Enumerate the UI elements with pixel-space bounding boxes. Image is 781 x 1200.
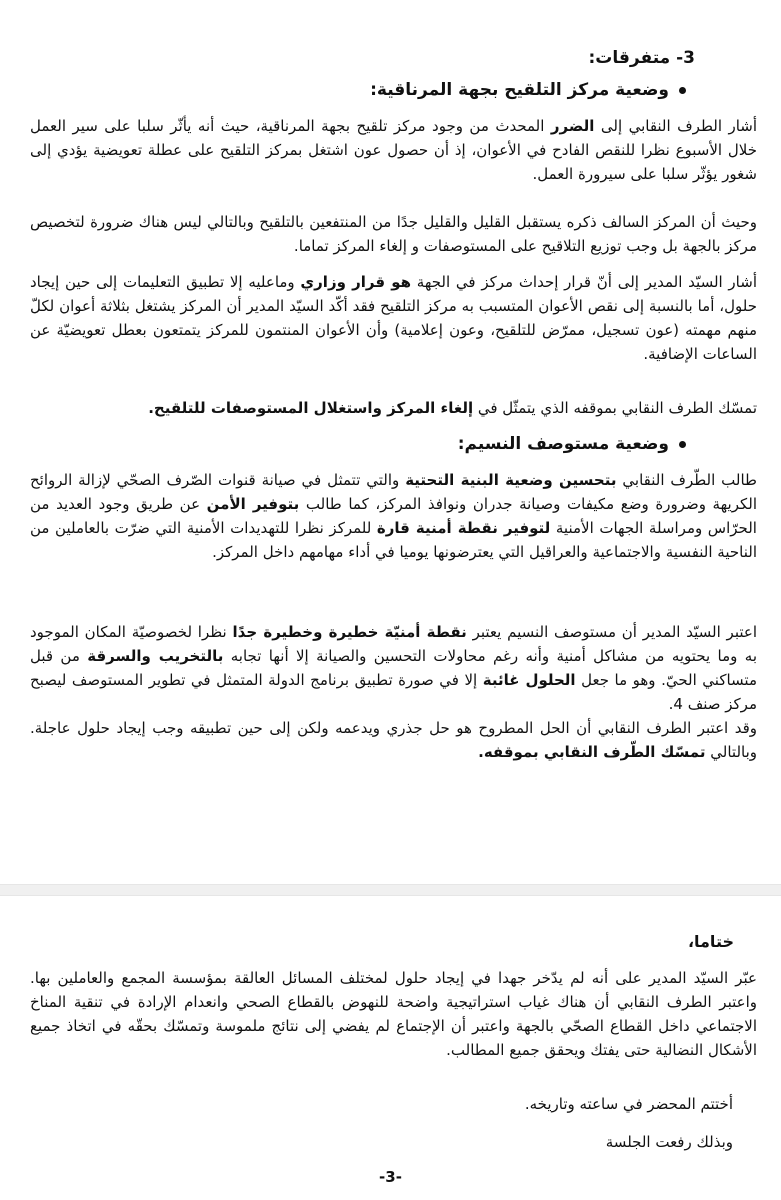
vaccination-center-heading-text: وضعية مركز التلقيح بجهة المرناقية: (370, 80, 669, 100)
text-run: وماعليه إلا تطبيق التعليمات إلى حين إيجاد حلول، أما بالنسبة إلى نقص الأعوان المتسبب به مركز التلقيح فقد أكّد السيّد المدير أن المركز يشتغل بثلاثة أعوان لكلّ منهم مهمته (عون تسجيل، ممرّض للتلقيح، وعون إعلامية) وأن الأعوان المنتمون للمركز يتمتعون بعطل تعويضيّة عن الساعات الإضافية. (30, 273, 757, 363)
paragraph-security-assessment (30, 620, 757, 716)
closing-title: ختاما، (687, 932, 734, 951)
paragraph-director-response (30, 270, 757, 366)
paragraph-damage (30, 114, 757, 186)
paragraph-closing (30, 966, 757, 1062)
text-run: عبّر السيّد المدير على أنه لم يدّخر جهدا في إيجاد حلول لمختلف المسائل العالقة بمؤسسة المجمع والعاملين بها. واعتبر الطرف النقابي أن هناك غياب استراتيجية واضحة للنهوض بالقطاع الصحي وانعدام الإرادة في تنقية المناخ الاجتماعي داخل القطاع الصحّي بالجهة واعتبر أن الإجتماع لم يفضي إلى نتائج ملموسة وتمسّك بحقّه في اتخاذ جميع الأشكال النضالية حتى يفتك ويحقق جميع المطالب. (30, 969, 757, 1059)
nassim-clinic-heading (458, 432, 686, 456)
text-run: وحيث أن المركز السالف ذكره يستقبل القليل والقليل جدًا من المنتفعين بالتلقيح وبالتالي ليس هناك ضرورة لتخصيص مركز بالجهة بل وجب توزيع التلاقيح على المستوصفات و إلغاء المركز تماما. (30, 213, 757, 255)
bold-text-run: هو قرار وزاري (300, 273, 412, 291)
paragraph-infrastructure-demands (30, 468, 757, 564)
paragraph-radical-solution (30, 716, 757, 764)
text-run: اعتبر السيّد المدير أن مستوصف النسيم يعتبر (466, 623, 757, 641)
page-divider (0, 884, 781, 896)
bold-text-run: لتوفير نقطة أمنية قارة (376, 519, 551, 537)
text-run: للمركز نظرا للتهديدات الأمنية التي ضرّت بالعاملين من الناحية النفسية والاجتماعية والعراقيل التي يعترضونها يوميا في أداء مهامهم داخل المركز. (30, 519, 757, 561)
bullet-icon (679, 441, 686, 448)
text-run: أشار الطرف النقابي إلى (594, 117, 757, 135)
text-run: من قبل متساكني الحيّ. وهو ما جعل (30, 647, 757, 689)
session-adjourned-line: وبذلك رفعت الجلسة (605, 1133, 733, 1151)
nassim-clinic-heading-text: وضعية مستوصف النسيم: (457, 434, 669, 454)
minutes-closed-line: أختتم المحضر في ساعته وتاريخه. (524, 1095, 733, 1113)
bold-text-run: بالتخريب والسرقة (87, 647, 224, 665)
section-title: 3- متفرقات: (588, 48, 695, 68)
bold-text-run: تمسّك الطّرف النقابي بموقفه. (478, 743, 706, 761)
bold-text-run: الضرر (550, 117, 595, 135)
bold-text-run: بتوفير الأمن (206, 495, 300, 513)
bold-text-run: الحلول غائبة (482, 671, 576, 689)
text-run: نظرا لخصوصيّة المكان الموجود به وما يحتويه من مشاكل أمنية وأنه رغم محاولات التحسين والصيانة إلا أنها تجابه (30, 623, 757, 665)
paragraph-union-position (30, 396, 757, 420)
text-run: والتي تتمثل في صيانة قنوات الصّرف الصحّي لإزالة الروائح الكريهة وضرورة وضع مكيفات وصيانة جدران ونوافذ المركز، كما طالب (30, 471, 757, 513)
paragraph-low-usage (30, 210, 757, 258)
text-run: طالب الطّرف النقابي (616, 471, 757, 489)
text-run: وقد اعتبر الطرف النقابي أن الحل المطروح هو حل جذري ويدعمه ولكن إلى حين تطبيقه وجب إيجاد حلول عاجلة. وبالتالي (30, 719, 757, 761)
bold-text-run: بتحسين وضعية البنية التحتية (405, 471, 617, 489)
vaccination-center-heading (370, 78, 686, 102)
bold-text-run: إلغاء المركز واستغلال المستوصفات للتلقيح. (148, 399, 474, 417)
text-run: أشار السيّد المدير إلى أنّ قرار إحداث مركز في الجهة (411, 273, 757, 291)
text-run: المحدث من وجود مركز تلقيح بجهة المرناقية، حيث أنه يأثّر سلبا على سير العمل خلال الأسبوع نظرا للنقص الفادح في الأعوان، إذ أن حصول عون اشتغل بمركز التلقيح على عطلة تعويضية يؤدي إلى شغور يؤثّر سلبا على سيرورة العمل. (30, 117, 757, 183)
text-run: إلا في صورة تطبيق برنامج الدولة المتمثل في تطوير المستوصف ليصبح مركز صنف 4. (30, 671, 757, 713)
text-run: تمسّك الطرف النقابي بموقفه الذي يتمثّل في (473, 399, 757, 417)
page-number: -3- (379, 1168, 402, 1186)
bold-text-run: نقطة أمنيّة خطيرة وخطيرة جدًا (232, 623, 467, 641)
text-run: عن طريق وجود العديد من الحرّاس ومراسلة الجهات الأمنية (30, 495, 757, 537)
bullet-icon (679, 87, 686, 94)
